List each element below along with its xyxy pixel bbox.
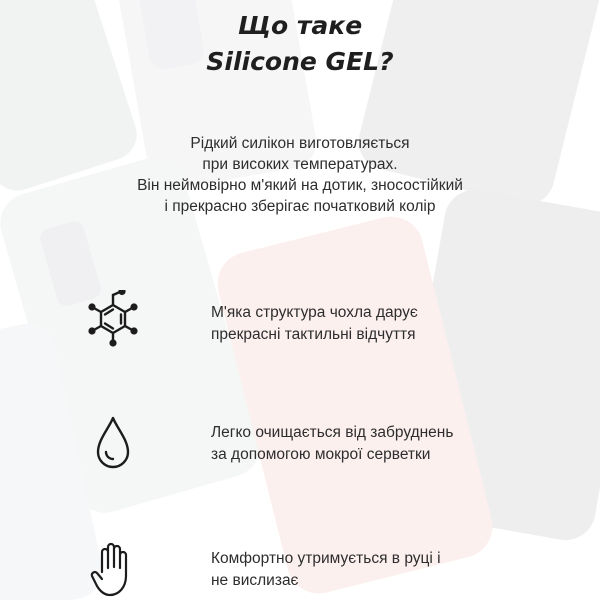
feature-text-line: М'яка структура чохла дарує [211,304,418,321]
page-title-line-1: Що таке [237,11,363,40]
feature-text-line: прекрасні тактильні відчуття [211,326,416,343]
feature-soft-structure [0,290,600,380]
molecule-icon [88,290,138,350]
description-line: Він неймовірно м'який на дотик, зносостійкий [137,177,463,194]
feature-easy-cleaning [0,410,600,500]
feature-text-line: Легко очищається від забруднень [211,424,454,441]
feature-text [211,422,453,466]
feature-text-line: не вислизає [211,572,299,589]
description-line: при високих температурах. [202,156,398,173]
feature-comfortable-grip [0,535,600,600]
hand-icon [88,540,138,600]
feature-text-line: за допомогою мокрої серветки [211,446,431,463]
product-description [40,133,560,217]
feature-text [211,548,441,592]
feature-text-line: Комфортно утримується в руці і [211,550,441,567]
description-line: Рідкий силікон виготовляється [190,135,410,152]
water-drop-icon [88,414,138,474]
page-title-line-2: Silicone GEL? [206,47,394,76]
feature-text [211,302,418,346]
description-line: і прекрасно зберігає початковий колір [164,198,436,215]
